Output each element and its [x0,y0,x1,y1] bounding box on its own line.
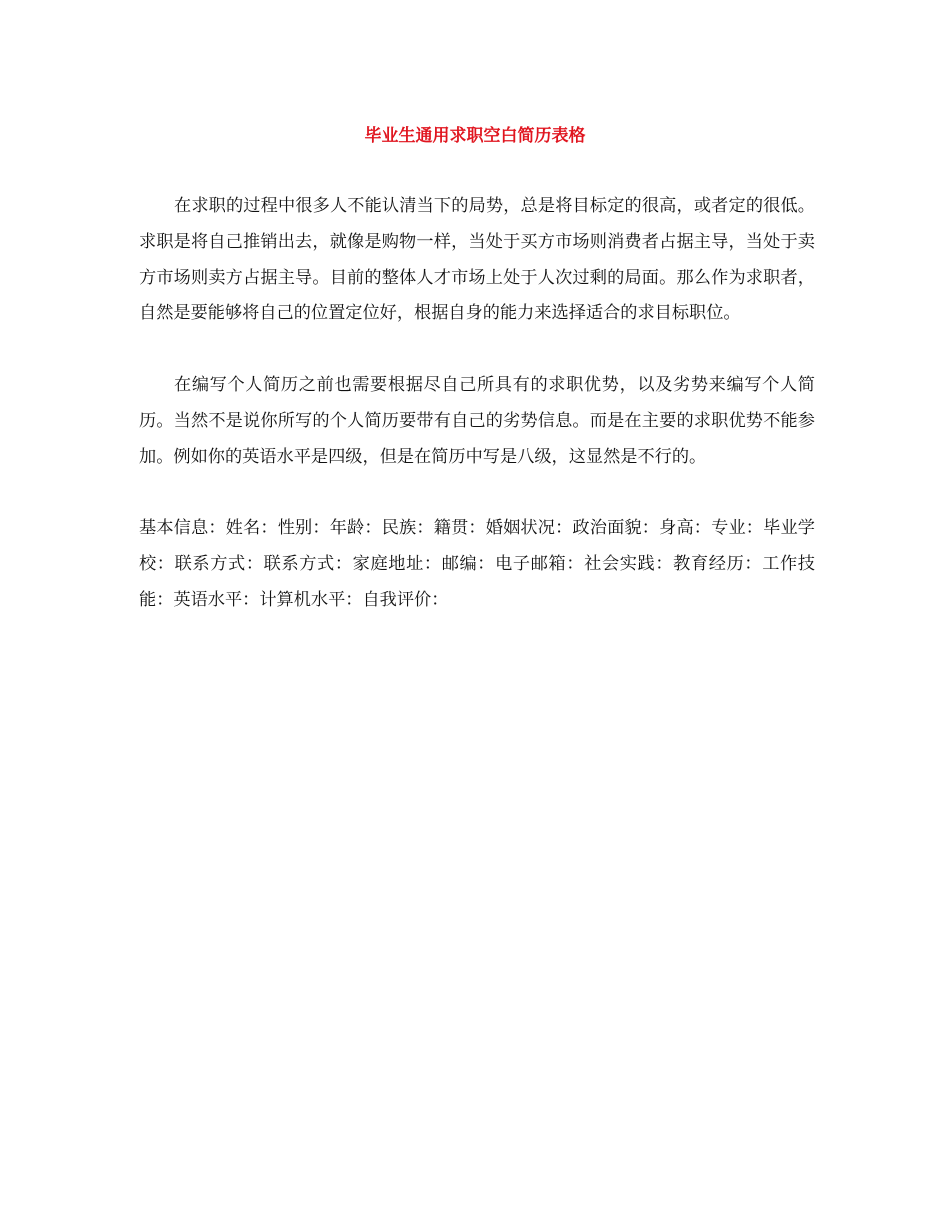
document-title: 毕业生通用求职空白简历表格 [364,126,586,146]
resume-writing-paragraph: 在编写个人简历之前也需要根据尽自己所具有的求职优势，以及劣势来编写个人简历。当然不是说你所写的个人简历要带有自己的劣势信息。而是在主要的求职优势不能参加。例如你的英语水平是四级，但是在简历中写是八级，这显然是不行的。 [139,375,815,467]
resume-fields-paragraph: 基本信息：姓名：性别：年龄：民族：籍贯：婚姻状况：政治面貌：身高：专业：毕业学校：联系方式：联系方式：家庭地址：邮编：电子邮箱：社会实践：教育经历：工作技能：英语水平：计算机水平：自我评价： [139,518,815,610]
intro-paragraph: 在求职的过程中很多人不能认清当下的局势，总是将目标定的很高，或者定的很低。求职是将自己推销出去，就像是购物一样，当处于买方市场则消费者占据主导，当处于卖方市场则卖方占据主导。目前的整体人才市场上处于人次过剩的局面。那么作为求职者，自然是要能够将自己的位置定位好，根据自身的能力来选择适合的求目标职位。 [139,196,815,324]
